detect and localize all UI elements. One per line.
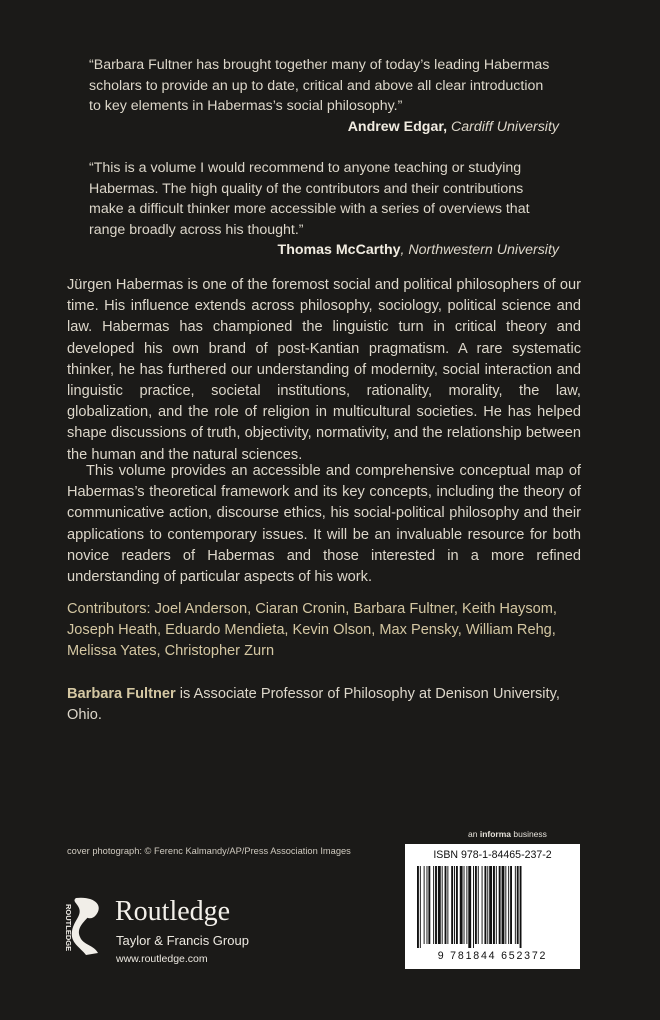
barcode-bar (466, 866, 467, 944)
barcode-bar (493, 866, 495, 944)
barcode-bar (468, 866, 471, 948)
barcode-bar (464, 866, 465, 944)
barcode-bar (489, 866, 492, 944)
isbn-barcode (405, 844, 580, 969)
description-paragraph-2 (67, 461, 581, 588)
bio-name: Barbara Fultner (67, 686, 176, 702)
barcode-bar (454, 866, 455, 944)
barcode-bar (515, 866, 516, 944)
barcode-bar (475, 866, 477, 944)
barcode-bar (520, 866, 522, 948)
barcode-bar (460, 866, 463, 944)
publisher-name: Routledge (115, 896, 231, 927)
barcode-bar (427, 866, 428, 944)
barcode-bar (424, 866, 425, 944)
quote-mccarthy (89, 158, 559, 261)
barcode-bar (451, 866, 453, 944)
bio-text: is Associate Professor of Philosophy at Denison University, Ohio. (67, 686, 560, 724)
barcode-bar (487, 866, 488, 944)
barcode-bar (442, 866, 443, 944)
barcode-number: 9 781844 652372 (437, 950, 548, 962)
description-text: This volume provides an accessible and comprehensive conceptual map of Habermas’s theoretical framework and its key concepts, including the theory of communicative action, discourse ethics, his social-political philosophy and their applications to contemporary issues. It will be an invaluable resource for both novice readers of Habermas and those interested in a more refined understanding of particular aspects of his work. (67, 463, 581, 586)
barcode-bar (482, 866, 483, 944)
informa-brand: informa (479, 829, 511, 839)
barcode-bar (438, 866, 441, 944)
logo-vertical-label: ROUTLEDGE (64, 904, 73, 952)
barcode-bar (445, 866, 447, 944)
description-text: Jürgen Habermas is one of the foremost social and political philosophers of our time. His influence extends across philosophy, sociology, political science and law. Habermas has championed the linguistic turn in critical theory and developed his own brand of post-Kantian pragmatism. A rare systematic thinker, he has furthered our understanding of modernity, social interaction and linguistic practice, societal institutions, rationality, morality, the law, globalization, and the role of religion in multicultural societies. He has helped shape discussions of truth, objectivity, normativity, and the relationship between the human and the natural sciences. (67, 277, 581, 463)
barcode-bar (420, 866, 421, 948)
quote-text: “This is a volume I would recommend to anyone teaching or studying Habermas. The high quality of the contributors and their contributions make a difficult thinker more accessible with a series of overviews that range broadly across his thought.” (89, 160, 530, 238)
routledge-logo-icon (62, 895, 108, 957)
quote-author: Andrew Edgar, (347, 118, 448, 135)
isbn-label: ISBN 978-1-84465-237-2 (433, 849, 552, 861)
barcode-bar (478, 866, 479, 944)
barcode-bar (433, 866, 434, 944)
barcode-bar (447, 866, 448, 944)
barcode-bar (517, 866, 519, 944)
contributors-list: Contributors: Joel Anderson, Ciaran Cronin, Barbara Fultner, Keith Haysom, Joseph Heath, Eduardo Mendieta, Kevin Olson, Max Pensky, William Rehg, Melissa Yates, Christopher Zurn (67, 601, 557, 660)
barcode-bar (502, 866, 505, 944)
barcode-bar (484, 866, 486, 944)
barcode-bar (456, 866, 458, 944)
quote-author: Thomas McCarthy (277, 242, 401, 259)
quote-affiliation: , Northwestern University (400, 242, 559, 259)
quote-attribution (89, 117, 559, 138)
informa-prefix: an (468, 829, 480, 839)
barcode-bar (505, 866, 506, 944)
barcode-bar (510, 866, 512, 944)
publisher-group: Taylor & Francis Group (116, 933, 249, 948)
quote-text: “Barbara Fultner has brought together many of today’s leading Habermas scholars to provide an up to date, critical and above all clear introduction to key elements in Habermas’s social philosophy.” (89, 57, 550, 115)
barcode-bar (496, 866, 497, 944)
publisher-url: www.routledge.com (116, 953, 208, 965)
informa-business-label (468, 829, 547, 839)
informa-suffix: business (511, 829, 547, 839)
barcode-bar (417, 866, 419, 948)
quote-affiliation: Cardiff University (450, 118, 559, 135)
quote-attribution (89, 240, 559, 261)
barcode-icon (413, 866, 573, 948)
description-paragraph-1 (67, 275, 581, 466)
author-bio (67, 684, 581, 726)
barcode-bar (508, 866, 509, 944)
barcode-bar (428, 866, 430, 944)
barcode-bar (499, 866, 501, 944)
quote-edgar (89, 55, 559, 137)
photo-credit: cover photograph: © Ferenc Kalmandy/AP/Press Association Images (67, 846, 351, 856)
barcode-bar (435, 866, 437, 944)
barcode-bar (473, 866, 474, 948)
